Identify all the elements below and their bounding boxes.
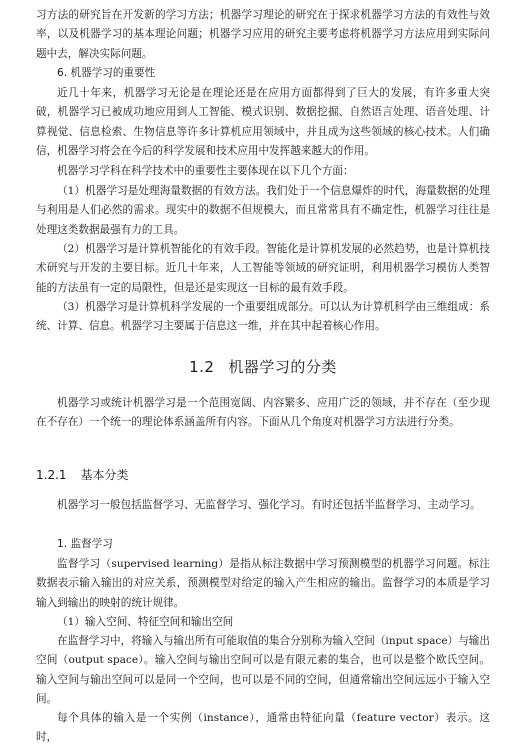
instance-paragraph: 每个具体的输入是一个实例（instance），通常由特征向量（feature vector）表示。这时，: [36, 712, 490, 744]
supervised-learning-heading: 1. 监督学习: [57, 538, 113, 550]
supervised-learning-paragraph: 监督学习（supervised learning）是指从标注数据中学习预测模型的机器学习问题。标注数据表示输入输出的对应关系，预测模型对给定的输入产生相应的输出。监督学习的本质是学习输入到输出的映射的统计规律。: [36, 558, 490, 609]
intro-paragraph: 习方法的研究旨在开发新的学习方法；机器学习理论的研究在于探求机器学习方法的有效性与效率，以及机器学习的基本理论问题；机器学习应用的研究主要考虑将机器学习方法应用到实际问题中去，解决实际问题。: [36, 9, 490, 60]
classification-paragraph: 机器学习或统计机器学习是一个范围宽阔、内容繁多、应用广泛的领域，并不存在（至少现在不存在）一个统一的理论体系涵盖所有内容。下面从几个角度对机器学习方法进行分类。: [36, 397, 490, 429]
section-1-2-1-title: [36, 466, 490, 484]
subsection-title: 基本分类: [80, 468, 129, 482]
importance-item-1: （1）机器学习是处理海量数据的有效方法。我们处于一个信息爆炸的时代，海量数据的处理与利用是人们必然的需求。现实中的数据不但规模大，而且常常具有不确定性，机器学习往往是处理这类数据最强有力的工具。: [36, 185, 490, 236]
importance-item-3: （3）机器学习是计算机科学发展的一个重要组成部分。可以认为计算机科学由三维组成：系统、计算、信息。机器学习主要属于信息这一维，并在其中起着核心作用。: [36, 301, 490, 333]
importance-item-2: （2）机器学习是计算机智能化的有效手段。智能化是计算机发展的必然趋势，也是计算机技术研究与开发的主要目标。近几十年来，人工智能等领域的研究证明，利用机器学习模仿人类智能的方法虽有一定的局限性，但是还是实现这一目标的最有效手段。: [36, 243, 490, 294]
section-6-heading: 6. 机器学习的重要性: [57, 67, 156, 79]
section-1-2-title: [36, 357, 490, 377]
spaces-heading: （1）输入空间、特征空间和输出空间: [57, 616, 234, 628]
spaces-paragraph: 在监督学习中，将输入与输出所有可能取值的集合分别称为输入空间（input space）与输出空间（output space）。输入空间与输出空间可以是有限元素的集合，也可以是整个欧氏空间。输入空间与输出空间可以是同一个空间，也可以是不同的空间，但通常输出空间远远小于输入空间。: [36, 635, 490, 705]
section-title: 机器学习的分类: [228, 358, 337, 376]
section-number: 1.2: [189, 358, 215, 376]
subsection-number: 1.2.1: [36, 468, 67, 482]
importance-intro-paragraph: 机器学习学科在科学技术中的重要性主要体现在以下几个方面：: [57, 165, 354, 177]
importance-paragraph: 近几十年来，机器学习无论是在理论还是在应用方面都得到了巨大的发展，有许多重大突破，机器学习已被成功地应用到人工智能、模式识别、数据挖掘、自然语言处理、语音处理、计算视觉、信息检索、生物信息等许多计算机应用领域中，并且成为这些领域的核心技术。人们确信，机器学习将会在今后的科学发展和技术应用中发挥越来越大的作用。: [36, 87, 490, 157]
document-page: [36, 6, 490, 744]
basic-classification-paragraph: 机器学习一般包括监督学习、无监督学习、强化学习。有时还包括半监督学习、主动学习。: [57, 499, 481, 511]
